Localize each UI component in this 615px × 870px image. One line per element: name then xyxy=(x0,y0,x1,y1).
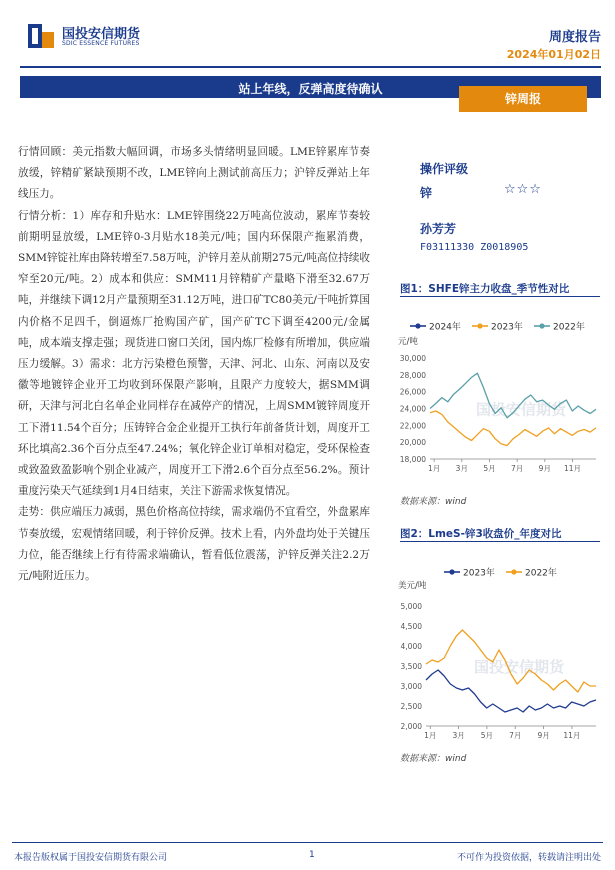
x-tick-label: 3月 xyxy=(452,731,465,740)
x-tick-label: 1月 xyxy=(428,464,441,473)
chart-watermark: 国投安信期货 xyxy=(473,658,565,676)
rating-item: 锌 xyxy=(420,186,433,200)
y-tick-label: 20,000 xyxy=(399,438,426,448)
footer-copyright: 本报告版权属于国投安信期货有限公司 xyxy=(14,853,168,863)
figure-2-chart-svg xyxy=(396,560,606,742)
x-tick-label: 5月 xyxy=(483,464,496,473)
y-tick-label: 28,000 xyxy=(399,370,426,380)
footer-disclaimer: 不可作为投资依据，转载请注明出处 xyxy=(456,853,601,863)
y-tick-label: 4,000 xyxy=(400,642,422,651)
y-tick-label: 30,000 xyxy=(399,354,426,363)
paragraph-analysis: 行情分析：1）库存和升贴水：LME锌围绕22万吨高位波动，累库节奏较前期明显放缓，LME锌0-3月贴水18美元/吨；国内环保限产拖累消费，SMM锌锭社库由降转增至7.58万吨，沪锌月差从前期275元/吨高位持续收窄至20元/吨。2）成本和供应：SMM11月锌精矿产量略下滑至32.67万吨，并继续下调12月产量预期至31.12万吨，进口矿TC80美元/干吨折算国内价格不足四千，倒逼炼厂抢购国产矿，国产矿TC下调至4200元/金属吨，成本端支撑走强；现货进口窗口关闭，国内炼厂检修有所增加，供应端压力缓解。3）需求：北方污染橙色预警，天津、河北、山东、河南以及安徽等地镀锌企业开工均收到环保限产影响，且限产力度较大，据SMM调研，天津与河北白名单企业同样存在减停产的情况，上周SMM镀锌周度开工下滑11.54个百分；压铸锌合金企业提开工执行年前备货计划，周度开工环比填高2.36个百分点至47.24%；氧化锌企业订单相对稳定，受环保检查或致盈致盈影响个别企业减产，周度开工下滑2.6个百分点至56.2%。预计重度污染天气延续到1月4日结束，关注下游需求恢复情况。 xyxy=(18,209,370,498)
paragraph-review: 行情回顾：美元指数大幅回调，市场多头情绪明显回暖。LME锌累库节奏放缓，锌精矿紧缺预期不改，LME锌向上测试前高压力；沪锌反弹站上年线压力。 xyxy=(18,146,370,201)
report-type: 周度报告 xyxy=(548,30,601,45)
figure-2-source: 数据来源：wind xyxy=(400,754,467,764)
rating-stars-icon: ☆☆☆ xyxy=(504,182,542,197)
y-axis-unit: 美元/吨 xyxy=(398,581,427,591)
report-tag: 锌周报 xyxy=(459,86,587,112)
legend-label-1: 2022年 xyxy=(525,568,557,579)
x-tick-label: 7月 xyxy=(509,731,522,740)
y-tick-label: 4,500 xyxy=(400,622,422,631)
y-tick-label: 22,000 xyxy=(399,421,426,431)
report-date: 2024年01月02日 xyxy=(506,48,601,61)
x-tick-label: 9月 xyxy=(537,731,550,740)
legend-marker-1 xyxy=(477,323,482,328)
figure-2-divider xyxy=(400,541,600,542)
legend-marker-1 xyxy=(511,569,516,574)
figure-2-title: 图2：LmeS-锌3收盘价_年度对比 xyxy=(400,528,562,540)
legend-label-0: 2024年 xyxy=(429,322,461,333)
legend-marker-0 xyxy=(449,569,454,574)
x-tick-label: 11月 xyxy=(563,464,582,473)
x-tick-label: 7月 xyxy=(511,464,524,473)
report-body xyxy=(18,142,370,587)
y-axis-unit: 元/吨 xyxy=(398,337,418,347)
series-line-0 xyxy=(426,670,596,712)
company-logo xyxy=(26,20,176,52)
page-number: 1 xyxy=(309,850,315,860)
y-tick-label: 18,000 xyxy=(399,455,426,464)
y-tick-label: 5,000 xyxy=(400,602,422,611)
y-tick-label: 3,000 xyxy=(400,682,422,691)
x-tick-label: 1月 xyxy=(424,731,437,740)
figure-2-chart xyxy=(396,560,606,742)
legend-label-1: 2023年 xyxy=(491,322,523,333)
footer-divider xyxy=(12,842,603,843)
x-tick-label: 5月 xyxy=(480,731,494,740)
chart-watermark: 国投安信期货 xyxy=(475,400,567,419)
y-tick-label: 2,500 xyxy=(400,702,422,711)
y-tick-label: 26,000 xyxy=(399,387,426,397)
logo-text-cn: 国投安信期货 xyxy=(62,27,141,42)
report-title: 站上年线，反弹高度待确认 xyxy=(238,82,383,96)
analyst-name: 孙芳芳 xyxy=(420,222,457,236)
x-tick-label: 9月 xyxy=(538,464,551,473)
analyst-license: F03111330 Z0018905 xyxy=(420,242,529,253)
paragraph-trend: 走势：供应端压力减弱，黑色价格高位持续，需求端仍不宜看空，外盘累库节奏放缓，宏观情绪回暖，利于锌价反弹。技术上看，内外盘均处于关键压力位，能否继续上行有待需求端确认，暂看低位震荡，沪锌反弹关注2.2万元/吨附近压力。 xyxy=(18,506,370,583)
x-tick-label: 3月 xyxy=(455,464,468,473)
legend-label-0: 2023年 xyxy=(463,568,495,579)
figure-1-chart xyxy=(396,314,606,486)
rating-label: 操作评级 xyxy=(420,162,469,176)
y-tick-label: 2,000 xyxy=(400,722,422,731)
figure-1-chart-svg xyxy=(396,314,606,486)
header-divider xyxy=(20,66,601,68)
legend-label-2: 2022年 xyxy=(553,322,585,333)
figure-1-divider xyxy=(400,296,600,297)
figure-1-title: 图1：SHFE锌主力收盘_季节性对比 xyxy=(400,283,570,295)
logo-text-en: SDIC ESSENCE FUTURES xyxy=(62,40,140,47)
x-tick-label: 11月 xyxy=(563,731,581,740)
y-tick-label: 24,000 xyxy=(399,404,426,414)
legend-marker-2 xyxy=(539,323,544,328)
figure-1-source: 数据来源：wind xyxy=(400,497,467,507)
company-logo-icon xyxy=(26,22,56,50)
legend-marker-0 xyxy=(415,323,420,328)
y-tick-label: 3,500 xyxy=(400,662,422,671)
